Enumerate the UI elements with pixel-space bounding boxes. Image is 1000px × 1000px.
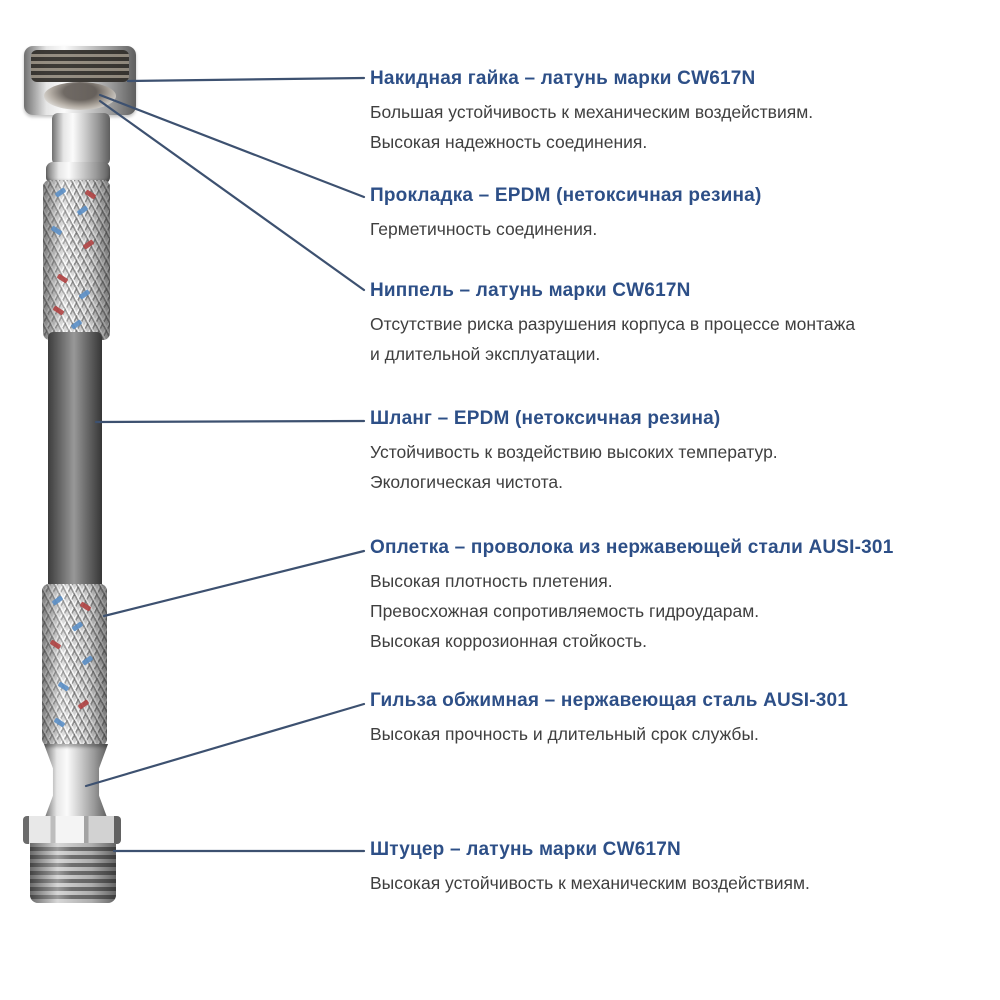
crimp-sleeve-part — [44, 744, 108, 820]
part-heading: Штуцер – латунь марки CW617N — [370, 839, 681, 860]
threaded-fitting-part — [30, 843, 116, 903]
part-heading: Накидная гайка – латунь марки CW617N — [370, 68, 756, 89]
part-description: Большая устойчивость к механическим воздействиям. — [370, 102, 814, 122]
annotation-braid — [370, 537, 970, 656]
hose-illustration — [0, 0, 220, 960]
part-heading: Гильза обжимная – нержавеющая сталь AUSI-301 — [370, 690, 849, 711]
part-heading: Прокладка – EPDM (нетоксичная резина) — [370, 185, 762, 206]
braid-bottom-part — [42, 584, 107, 746]
rubber-hose-part — [48, 332, 102, 592]
part-description: Высокая устойчивость к механическим воздействиям. — [370, 873, 810, 893]
part-description: Герметичность соединения. — [370, 219, 598, 239]
annotation-rubber-hose — [370, 408, 970, 497]
part-heading: Ниппель – латунь марки CW617N — [370, 280, 691, 301]
annotation-cap-nut — [370, 68, 970, 157]
part-description: Высокая прочность и длительный срок службы. — [370, 724, 759, 744]
part-description: Высокая надежность соединения. — [370, 132, 648, 152]
part-heading: Оплетка – проволока из нержавеющей стали AUSI-301 — [370, 537, 894, 558]
hex-flange-part — [23, 816, 121, 844]
annotation-fitting — [370, 839, 970, 898]
annotation-nipple — [370, 280, 970, 369]
braid-top-part — [43, 180, 110, 340]
part-description: Экологическая чистота. — [370, 472, 564, 492]
annotation-gasket — [370, 185, 970, 244]
cap-nut-part — [24, 46, 136, 115]
annotation-crimp-sleeve — [370, 690, 970, 749]
part-description: Высокая коррозионная стойкость. — [370, 631, 647, 651]
part-description: Устойчивость к воздействию высоких температур. — [370, 442, 778, 462]
nut-thread-texture — [31, 50, 129, 82]
nipple-part — [52, 113, 110, 165]
part-description: Высокая плотность плетения. — [370, 571, 613, 591]
gasket-opening — [44, 82, 116, 110]
part-description: и длительной эксплуатации. — [370, 344, 601, 364]
part-description: Отсутствие риска разрушения корпуса в процессе монтажа — [370, 314, 856, 334]
part-heading: Шланг – EPDM (нетоксичная резина) — [370, 408, 721, 429]
part-description: Превосхожная сопротивляемость гидроударам. — [370, 601, 760, 621]
